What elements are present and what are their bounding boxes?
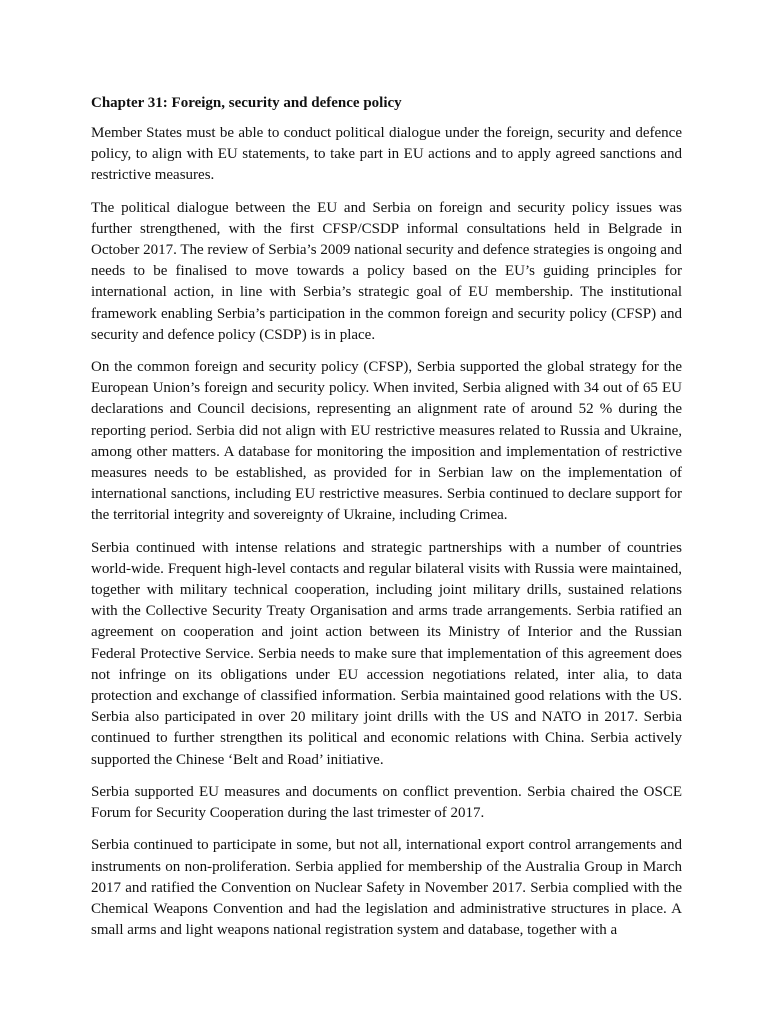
paragraph-cfsp-alignment: On the common foreign and security policy (CFSP), Serbia supported the global strategy for the European Union’s foreign and security policy. When invited, Serbia aligned with 34 out of 65 EU declarations and Council decisions, representing an alignment rate of around 52 % during the reporting period. Serbia did not align with EU restrictive measures related to Russia and Ukraine, among other matters. A database for monitoring the imposition and implementation of restrictive measures needs to be established, as provided for in Serbian law on the implementation of international sanctions, including EU restrictive measures. Serbia continued to declare support for the territorial integrity and sovereignty of Ukraine, including Crimea. xyxy=(91,359,682,524)
paragraph-conflict-prevention: Serbia supported EU measures and documents on conflict prevention. Serbia chaired the OSCE Forum for Security Cooperation during the last trimester of 2017. xyxy=(91,783,682,822)
paragraph-strategic-partnerships: Serbia continued with intense relations and strategic partnerships with a number of countries world-wide. Frequent high-level contacts and regular bilateral visits with Russia were maintained, together with military technical cooperation, including joint military drills, sustained relations with the Collective Security Treaty Organisation and arms trade arrangements. Serbia ratified an agreement on cooperation and joint action between its Ministry of Interior and the Russian Federal Protective Service. Serbia needs to make sure that implementation of this agreement does not infringe on its obligations under EU accession negotiations related, inter alia, to data protection and exchange of classified information. Serbia maintained good relations with the US. Serbia also participated in over 20 military joint drills with the US and NATO in 2017. Serbia continued to further strengthen its political and economic relations with China. Serbia actively supported the Chinese ‘Belt and Road’ initiative. xyxy=(91,539,682,768)
chapter-heading: Chapter 31: Foreign, security and defence policy xyxy=(91,95,402,111)
paragraph-intro: Member States must be able to conduct political dialogue under the foreign, security and defence policy, to align with EU statements, to take part in EU actions and to apply agreed sanctions and restrictive measures. xyxy=(91,125,682,184)
paragraph-political-dialogue: The political dialogue between the EU and Serbia on foreign and security policy issues was further strengthened, with the first CFSP/CSDP informal consultations held in Belgrade in October 2017. The review of Serbia’s 2009 national security and defence strategies is ongoing and needs to be finalised to move towards a policy based on the EU’s guiding principles for international action, in line with Serbia’s strategic goal of EU membership. The institutional framework enabling Serbia’s participation in the common foreign and security policy (CFSP) and security and defence policy (CSDP) is in place. xyxy=(91,199,682,343)
paragraph-non-proliferation: Serbia continued to participate in some, but not all, international export control arrangements and instruments on non-proliferation. Serbia applied for membership of the Australia Group in March 2017 and ratified the Convention on Nuclear Safety in November 2017. Serbia complied with the Chemical Weapons Convention and had the legislation and administrative structures in place. A small arms and light weapons national registration system and database, together with a xyxy=(91,837,682,939)
